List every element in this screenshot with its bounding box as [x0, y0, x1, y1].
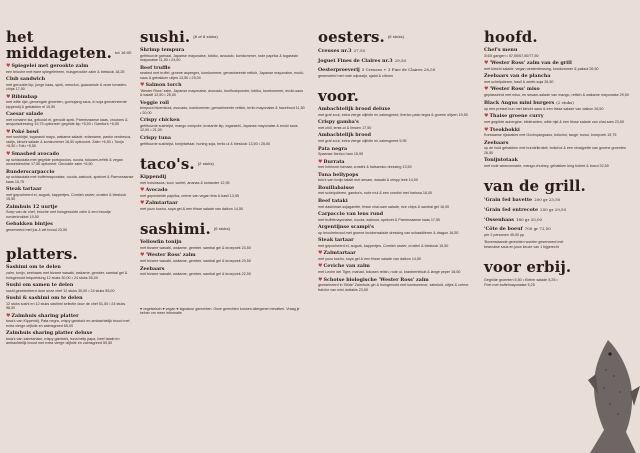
- menu-item-description: Gegrilde groenten 5,50 • Kleine salade 5,25 • Friet met truffelmayonaise 5,25: [484, 278, 558, 287]
- menu-item-name: Argentijnse scampi's: [318, 224, 374, 231]
- heart-icon: ♥: [6, 312, 11, 319]
- menu-item: [484, 217, 636, 224]
- section-title: hoofd.: [484, 28, 538, 46]
- menu-item-name: Runderscarpaccio: [6, 168, 55, 175]
- menu-item: [318, 107, 480, 117]
- menu-item: [318, 133, 480, 143]
- menu-item-description: op schiacciata met truffelmayonaise, rucola, walnoot, spekvet & Parmezaanse kaas 15,75: [6, 175, 134, 184]
- menu-item-name: Black Angus mini burgers (2 stuks): [484, 100, 574, 107]
- menu-item: [140, 240, 306, 250]
- menu-item: [140, 267, 306, 277]
- menu-item: [484, 141, 636, 156]
- menu-item-name: Club sandwich: [6, 76, 46, 83]
- menu-item: [6, 283, 134, 293]
- menu-item: [6, 112, 134, 127]
- sushi-section: [140, 29, 306, 146]
- section-title: taco's. $^{(2 stuks)}$: [140, 155, 214, 174]
- menu-item-name: Bouillabaisse: [318, 184, 355, 191]
- menu-item-name: Zalmhuis 12 uurtje: [6, 203, 58, 210]
- menu-item-name: Pata negra: [318, 145, 348, 152]
- menu-item-description: met hoisinsaus, kool, wortel, ananas & koriander 12,95: [140, 180, 230, 185]
- oesters-section: [318, 29, 480, 78]
- section-title: platters.: [6, 245, 78, 264]
- menu-item: [484, 128, 636, 138]
- menu-item-description: met gerookte kip, jonge kaas, spek, mesclun, guacamole & onze tomaten-chips 17,50: [6, 82, 127, 92]
- menu-item-description: zalm, tonijn, zeebaars met bizarre wasabi, wakame, gember, sambal gel & huisgerookt briquetdung 12 stuks 30,00 • 24 stuks 55,00: [6, 271, 128, 280]
- menu-item-description: op briochebrood met groene kruidensalade dressing van schaaldieren & dragon 16,50: [318, 230, 459, 235]
- menu-item: [6, 296, 134, 311]
- middag-section: [6, 29, 134, 232]
- menu-item-price: 3 Creuses + 3 Fine de Claires 28,50: [361, 67, 436, 73]
- menu-item: [140, 136, 306, 146]
- menu-item-name: Creuses nr.3 27,50: [318, 48, 366, 54]
- menu-item: [140, 48, 306, 63]
- menu-item-description: 'Wester Ross' zalm, Japanse mayonaise, avocado, knoflookpoeder, tobiko, komkommer, enoki-saus & kataifi 12,50 • 25,00: [140, 88, 304, 98]
- menu-item: [6, 95, 134, 110]
- heart-icon: ♥: [140, 82, 145, 89]
- menu-item-description: tosa's van Kippendij, Pata negra, crispy gamba's en ambachtelijk brood met extra vierge olijfolie en zalmsgreed 65,00: [6, 319, 130, 328]
- menu-item: [484, 74, 636, 84]
- menu-item-description: met witte rijst, gemengde groenten, gochujang saus, in soja gemarineerde kippendij & gebakken ei 15,50: [6, 100, 127, 109]
- menu-item-description: met graf zout, extra vierge olijfolie en zalmsgreed, Iberico pata negra & groene olijven 19,50: [318, 112, 468, 117]
- menu-item: [6, 170, 134, 185]
- menu-item-description: tulo's van tonijn tataki met sesam, wasabi & crispy leek 14,00: [318, 178, 418, 183]
- menu-item-description: met heirloom tomaat, crostini & balsamico dressing 13,50: [318, 165, 412, 170]
- menu-item-name: Ambachtelijk brood: [318, 132, 371, 139]
- menu-item-description: Koreaanse rijstcakes met Gochujangsaus, bokchoi, taugé, bosui, kroepoek 19,75: [484, 133, 617, 138]
- menu-item: [140, 118, 306, 133]
- menu-item: [140, 66, 306, 81]
- menu-item-name: Crispy chicken: [140, 117, 180, 124]
- menu-item: [6, 77, 134, 92]
- menu-item-name: 'Grain fed bavette 200 gr 23,50: [484, 197, 561, 204]
- menu-item-name: ♥Poké bowl: [6, 128, 39, 135]
- menu-item-description: met dashimari-sojagarelle, frisse chai-sam salade, rice chips & sambal gel 16,00: [318, 204, 450, 209]
- voor-section: [318, 88, 480, 292]
- menu-item-name: Steak tartaar: [318, 237, 354, 244]
- heart-icon: ♥: [484, 60, 489, 67]
- menu-item-description: met gepocheerd ei, augurk, kappertjes, Cornish cavier, crostini & bieslook 15,50: [6, 192, 127, 202]
- menu-item-description: Soep van de chef, brioche met huisgerookte zalm & een broodje runderkrokket 19,50: [6, 210, 111, 219]
- menu-item-name: ♥Zalmtartaar: [140, 200, 178, 207]
- menu-item-description: gemarineerd in 'Bride' Zalmhuis gin & huisgerookt met komkommer, zalmkuit, uitjes & crème fraîche van mini dottakis 23,50: [318, 283, 469, 292]
- diet-footnote: ♥ vegetarisch ♥ vegan ♥ signatuur gerechten. Onze gerechten kunnen allergenen bevatten. Vraag je kelner om meer informatie: [140, 306, 300, 316]
- menu-item: [318, 278, 480, 293]
- menu-item: [140, 83, 306, 98]
- section-title: het middageten. $^{tot 16:00}$: [6, 28, 132, 62]
- menu-item-name: Shrimp tempura: [140, 47, 185, 53]
- heart-icon: ♥: [6, 93, 11, 100]
- menu-item: [484, 87, 636, 97]
- menu-item: [318, 225, 480, 235]
- menu-item-description: met yuzu koshu, soya gel & een frisse salade van daikon 14,50: [318, 256, 422, 261]
- menu-item-description: met bizarre wasabi, wakame, gember, sambal gel & kroepoek 23,50: [140, 245, 251, 250]
- menu-item-description: met gepocheerd ei, augurk, kappertjes, Cornish cavier, crostini & bieslook 15,50: [318, 243, 449, 248]
- menu-item: [318, 238, 480, 248]
- menu-item-name: Joguet Fines de Claires nr.3 29,50: [318, 57, 407, 64]
- menu-item: [6, 205, 134, 220]
- menu-item-description: met schelpdieren, basil & zeefe-soja 26,50: [484, 79, 554, 84]
- section-title: sashimi. $^{(6 stuks)}$: [140, 220, 231, 239]
- menu-item: [318, 160, 480, 170]
- menu-item: [318, 264, 480, 274]
- menu-item: [318, 58, 480, 65]
- menu-item: [6, 331, 134, 346]
- menu-item-description: met sushirijst, togarashi mayo, wakame salade, edamame, panko ventresca, radijs, kimchi salade & komkommer 16,50 optioneel: Zalm +6,50 • Tonijn +6,50 • Tofu +5,50: [6, 135, 132, 149]
- menu-item: [6, 64, 134, 74]
- heart-icon: ♥: [318, 263, 323, 270]
- menu-item-name: Crispy tuna: [140, 134, 171, 141]
- menu-item-name: ♥Salmon torch: [140, 82, 182, 89]
- menu-item-description: gefrituurde sushirijst, tonijntartaar, honing soja, teriio-ui & bieslook 13,50 • 25,00: [140, 141, 271, 146]
- menu-item: [484, 226, 636, 237]
- menu-item-name: ♥Schotse biologische 'Wester Ross' zalm: [318, 276, 429, 283]
- menu-item-name: Oesterproeverij 3 Creuses + 3 Fine de Claires 28,50: [318, 67, 436, 74]
- column-2: [140, 0, 306, 315]
- menu-item-price: 250 gr 29,50: [540, 206, 567, 212]
- menu-item-name: Ambachtelijk brood deluxe: [318, 106, 391, 113]
- menu-item: [140, 101, 306, 116]
- menu-item-description: met kimchi salade, vegan oesterdressing, komkommer & paksoi 26,50: [484, 66, 599, 71]
- column-1: [6, 0, 134, 346]
- menu-item: [318, 120, 480, 130]
- menu-item-name: ♥Smashed avocado: [6, 150, 60, 157]
- menu-item-description: gefrituurde garnaal, Japanse mayonaise, tobiko, avocado, komkommer, rode paprika & togarashi mayonaise 11,50 • 24,00: [140, 53, 299, 63]
- grill-footnote: 'Bovenstaande gerechten worden geserveerd met bearnaise saus en jouw keuze van 1 bijgerecht: [484, 240, 564, 249]
- menu-item-description: op schiacciata met gegrilde portopoulos, rucola, tokusen-erfelk & vegan worcestershire 17,50 optioneel: Gerookte zalm +6,50: [6, 157, 123, 167]
- menu-item-price: 700 gr 72,50: [524, 226, 551, 232]
- menu-item: [6, 187, 134, 202]
- menu-item-price: 27,50: [353, 48, 366, 53]
- menu-item-name: ♥Ceviche van zalm: [318, 263, 370, 270]
- menu-item-name: ♥Zalmtartaar: [318, 250, 356, 257]
- grill-section: [484, 178, 636, 249]
- menu-item-name: Crispy gamba's: [318, 119, 359, 126]
- heart-icon: ♥: [6, 128, 11, 135]
- section-title: van de grill.: [484, 177, 586, 196]
- menu-item: [318, 173, 480, 183]
- menu-item-name: Sushi & sashimi om te delen: [6, 295, 83, 302]
- menu-item-description: met chili, lente-ui & limoen 17,50: [318, 125, 372, 130]
- menu-item-description: met truffelmayonaise, rucola, walnoot, spekvet & Parmezaanse kaas 17,50: [318, 217, 441, 222]
- menu-item-name: 'Côte de boeuf 700 gr 72,50: [484, 226, 551, 233]
- column-3: [318, 0, 480, 292]
- menu-item: [6, 222, 134, 232]
- menu-item-description: met gegrilde aubergine, bilderanten, witte rijst & een frisse salade van chai-sam 23,50: [484, 120, 624, 125]
- menu-item: [484, 158, 636, 168]
- menu-item: [484, 114, 636, 124]
- menu-item-name: Zeebaars van de plancha: [484, 73, 551, 80]
- heart-icon: ♥: [6, 63, 11, 69]
- menu-item-name: Beef tataki: [318, 197, 348, 204]
- menu-item-name: Carpaccio van lens rund: [318, 211, 384, 218]
- section-title: voor erbij.: [484, 258, 572, 277]
- heart-icon: ♥: [484, 126, 489, 133]
- menu-item-name: Zeebaars: [484, 139, 509, 146]
- menu-item-name: Steak tartaar: [6, 186, 42, 193]
- menu-item: [6, 130, 134, 149]
- menu-item-name: Kippendij: [140, 174, 167, 181]
- menu-item-name: ♥Spiegelei met gerookte zalm: [6, 63, 89, 69]
- menu-item-description: tosa's van zalmtartaar, crispy gamba's, tuna belly papa, beef tataki en ambachtelijk brood met extra vierge olijfolie en zalmsgreed 59,50: [6, 336, 120, 346]
- heart-icon: ♥: [484, 113, 489, 120]
- menu-item-description: met bizarre wasabi, wakame, gember, sambal gel & kroepoek 20,50: [140, 259, 251, 264]
- menu-item-name: ♥Bibimbap: [6, 93, 38, 100]
- menu-item-description: 12 stuks sushi en 12 stuks sashimi selectie door de chef 51,00 • 24 stuks 98,00: [6, 301, 126, 311]
- menu-item-description: per 2 personen 45,00 pp: [484, 232, 525, 237]
- menu-item-description: met rode wineconnarle, mango chutney, gebakken king boleet & bosui 32,50: [484, 163, 609, 168]
- menu-item-name: ♥Thaise groene curry: [484, 113, 544, 120]
- menu-item-description: met bizarre wasabi, wakame, gember, sambal gel & kroepoek 22,50: [140, 272, 251, 277]
- menu-item-name: Zalmhuis sharing platter deluxe: [6, 330, 93, 337]
- column-4: [484, 0, 636, 287]
- menu-item: [140, 175, 306, 185]
- menu-item: [318, 199, 480, 209]
- heart-icon: ♥: [318, 158, 323, 165]
- menu-item-description: met romaine sla, gekookt ei, gerookt spek, Parmezaanse kaas, croutons & ansjovisdressing 19,75 optioneel: gegrilde kip +5,50 • Gamba's +6,50: [6, 117, 128, 127]
- menu-item-name: ♥Tteokbokki: [484, 126, 520, 133]
- menu-item-price: 200 gr 23,50: [534, 197, 561, 203]
- menu-item-name: Chef's menu: [484, 47, 518, 53]
- menu-item-name: Caesar salade: [6, 111, 44, 118]
- menu-item-description: op de huid gebakken met bundelkroket, bokchoi & een vinaigrette van groene groenten 26,50: [484, 146, 627, 155]
- menu-item-description: 3/4/5 gangen • 57,50/67,50/77,50: [484, 53, 539, 58]
- menu-item-name: ♥'Wester Ross' miso: [484, 86, 540, 93]
- menu-item: [484, 61, 636, 71]
- section-title: voor.: [318, 87, 359, 106]
- menu-item-description: met Leche del Tigre, mahad, tokusen relish, rode ui, kranberriekuit & lange peper 16,50: [318, 270, 461, 274]
- menu-item-description: een brioche met twee spiegeleieren, huisgerookte zalm & bieslook 18,25: [6, 69, 125, 74]
- menu-item-description: met schelpdieren, gamba's, rode mul & een crostini met harissa 18,00: [318, 191, 433, 196]
- platters-section: [6, 246, 134, 345]
- menu-item: [318, 67, 480, 78]
- heart-icon: ♥: [140, 187, 145, 194]
- menu-item-description: geserveerd met rode wijnazijn, sjalot & citroen: [318, 73, 394, 78]
- menu-item-description: tempura bloemkool, avocado, komkommer, gemarineerde rettich, teriio mayonaise & hazelnoot 11,50 • 20,00: [140, 106, 305, 115]
- menu-item: [484, 207, 636, 214]
- heart-icon: ♥: [140, 200, 145, 207]
- menu-item-name: ♥Avocado: [140, 187, 168, 194]
- menu-item: [6, 152, 134, 167]
- menu-item-description: geplasseerd met miso, en sesam-salade van mango, rettich & wakame mayonaise 29,50: [484, 92, 629, 97]
- menu-item-price: 180 gr 35,00: [516, 216, 543, 222]
- menu-item-name: ♥Zalmhuis sharing platter: [6, 312, 79, 319]
- menu-item-price: (2 stuks): [556, 100, 574, 106]
- menu-item-name: ♥Burrata: [318, 158, 345, 165]
- menu-item: [484, 278, 564, 287]
- menu-item: [484, 197, 636, 204]
- tacos-section: [140, 156, 306, 211]
- menu-item: [318, 251, 480, 261]
- menu-item: [6, 265, 134, 280]
- menu-item-name: ♥'Wester Ross' zalm: [140, 252, 196, 259]
- menu-item-description: met graf zout, extra vierge olijfolie en zalmsgreed 9,95: [318, 139, 407, 144]
- heart-icon: ♥: [140, 252, 145, 259]
- menu-item: [318, 212, 480, 222]
- salmon-illustration: [560, 340, 640, 453]
- menu-item: [318, 147, 480, 157]
- menu-item-description: met yuzu koshu, soya gel & een frisse salade van daikon 14,50: [140, 206, 244, 211]
- menu-item-name: Gebakken bintjes: [6, 221, 53, 228]
- menu-item-name: 'Grain fed entrecote 250 gr 29,50: [484, 206, 567, 213]
- menu-item-name: Tonijntotaak: [484, 157, 518, 164]
- menu-item: [140, 201, 306, 211]
- menu-item-description: geserveerd met jus & wit brood 23,50: [6, 227, 68, 232]
- menu-item: [318, 186, 480, 196]
- menu-item-name: Veggie roll: [140, 99, 169, 106]
- hoofd-section: [484, 29, 636, 168]
- menu-item: [140, 253, 306, 263]
- menu-item: [6, 314, 134, 329]
- menu-item-name: 'Ossenhaas 180 gr 35,00: [484, 216, 543, 223]
- heart-icon: ♥: [6, 150, 11, 157]
- menu-item-name: Tuna bellypops: [318, 171, 359, 178]
- menu-item-name: Beef truffle: [140, 64, 171, 71]
- sashimi-section: [140, 221, 306, 315]
- heart-icon: ♥: [318, 250, 323, 257]
- menu-item-name: Yellowfin tonijn: [140, 239, 182, 246]
- menu-item-description: Spaanse Iberico ham 15,95: [318, 152, 364, 157]
- menu-item-price: 29,50: [394, 57, 407, 63]
- menu-item: [140, 188, 306, 198]
- heart-icon: ♥: [318, 276, 323, 283]
- section-title: oesters. $^{(6 stuks)}$: [318, 28, 405, 46]
- menu-item: [484, 48, 636, 58]
- menu-item-name: Sushi om samen te delen: [6, 282, 74, 289]
- menu-item-description: seabed met truffel, groene asperges, komkommer, gemarineerde rettich, Japanse mayonaise, enoki-saus & gebakken uitjes 13,50 • 25,00: [140, 71, 305, 80]
- menu-item-description: sushi geselecteerd door onze chef 12 stuks 30,00 • 24 stuks 55,00: [6, 288, 115, 293]
- heart-icon: ♥: [484, 86, 489, 93]
- menu-item-description: op een pretzel bun met kimchi saus & een frisse salade van daikon 26,50: [484, 106, 604, 111]
- menu-item: [484, 100, 636, 111]
- menu-item-description: gefrituurde sushirijst, mango compote, krokante kip, togarashi, Japanse mayonaise & enoki saus 12,00 • 21,00: [140, 123, 298, 133]
- menu-item-name: Sashimi om te delen: [6, 264, 61, 271]
- erbij-section: [484, 259, 636, 287]
- section-title: sushi. $^{(8 of 8 stuks)}$: [140, 28, 218, 46]
- menu-item-name: Zeebaars: [140, 265, 165, 272]
- menu-item: [318, 48, 480, 55]
- menu-item-name: ♥'Wester Ross' zalm van de grill: [484, 60, 572, 67]
- menu-item-description: met gepeckelde paprika, crème van vegan feta & basil 13,95: [140, 193, 240, 198]
